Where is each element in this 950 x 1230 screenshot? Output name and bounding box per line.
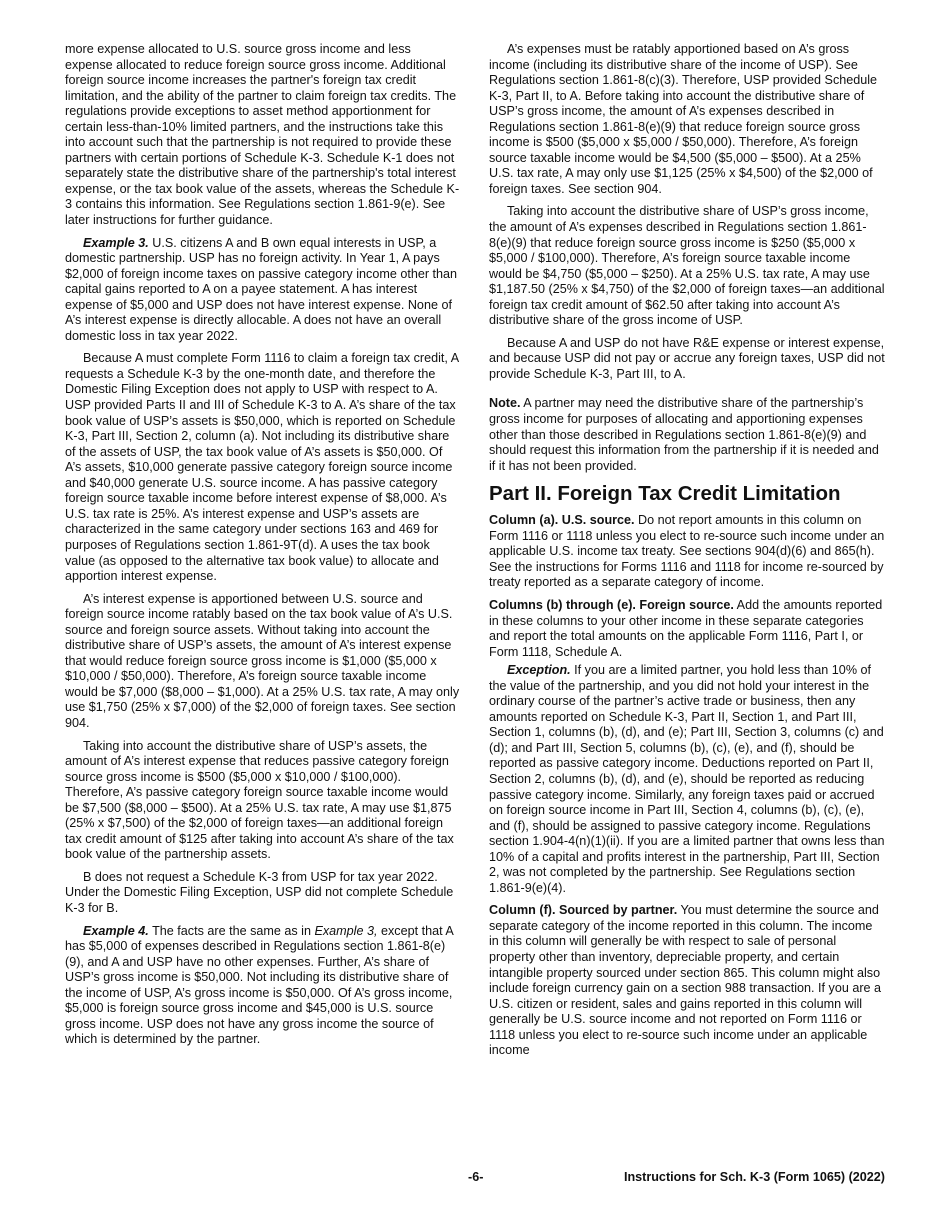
paragraph: Because A must complete Form 1116 to claim a foreign tax credit, A requests a Schedule K-3 by the one-month date, and therefore the Domestic Filing Exception does not apply to USP with respect to A. USP provided Parts II and III of Schedule K-3 to A. A’s share of the tax book value of USP’s assets is $50,000, which is reported on Schedule K-3, Part III, Section 2, column (a). Not including its distributive share of the assets of USP, the tax book value of A’s assets is $50,000. Of A’s assets, $10,000 generate passive category foreign source income and $40,000 generate U.S. source income. A has passive category foreign source taxable income before interest expense of $8,000. A’s U.S. tax rate is 25%. A’s interest expense and USP’s assets are characterized in the same category under sections 163 and 469 for purposes of Regulations section 1.861-9T(d). A uses the tax book value (as opposed to the alternative tax book value) to allocate and apportion interest expense. — [65, 351, 459, 584]
paragraph: B does not request a Schedule K-3 from USP for tax year 2022. Under the Domestic Filing Exception, USP did not complete Schedule K-3 for B. — [65, 869, 454, 915]
columns-b-e-paragraph — [489, 598, 885, 660]
example-4-paragraph — [65, 924, 461, 1048]
column-a-paragraph — [489, 513, 885, 591]
right-column — [489, 42, 885, 1066]
left-column — [65, 42, 461, 1055]
paragraph: Taking into account the distributive share of USP’s assets, the amount of A’s interest expense that reduces passive category foreign source gross income is $500 ($5,000 x $10,000 / $100,000). Therefore, A’s passive category foreign source taxable income would be $7,500 ($8,000 – $500). At a 25% U.S. tax rate, A may use $1,875 (25% x $7,500) of the $2,000 of foreign taxes—an additional foreign tax credit amount of $125 after taking into account A’s share of the tax book value of the partnership assets. — [65, 738, 454, 862]
columns-b-e-text: Add the amounts reported in these columns to your other income in these separate categories and report the total amounts on the applicable Form 1116, Part I, or Form 1118, Schedule A. — [489, 597, 883, 659]
example-3-label: Example 3. — [83, 235, 149, 250]
column-f-text: You must determine the source and separate category of the income reported in this column. The income in this column will generally be with respect to sale of personal property other than inventory, depreciable property, and certain intangible property sourced under section 865. This column might also include foreign currency gain on a section 988 transaction. If you are a U.S. citizen or resident, sales and gains reported in this column will generally be U.S. source income and not reported on Form 1116 or 1118 unless you elect to re-source such income under an applicable income — [489, 903, 882, 1058]
example-4-text-continued: except that A has $5,000 of expenses described in Regulations section 1.861-8(e)(9), and A and USP have no other expenses. Further, A’s share of USP’s gross income is $50,000. Not including its distributive share of the income of USP, A’s gross income is $50,000. Of A’s gross income, $5,000 is foreign source gross income and $45,000 is U.S. source gross income. USP does not have any gross income the source of which is determined by the partner. — [65, 923, 454, 1047]
example-4-text: The facts are the same as in — [148, 923, 315, 938]
section-heading: Part II. Foreign Tax Credit Limitation — [489, 482, 841, 506]
paragraph: A’s expenses must be ratably apportioned based on A’s gross income (including its distributive share of the income of USP). See Regulations section 1.861-8(c)(3). Therefore, USP provided Schedule K-3, Part II, to A. Before taking into account the distributive share of USP’s gross income, the amount of A’s expenses described in Regulations section 1.861-8(e)(9) that reduce foreign source gross income is $500 ($5,000 x $5,000 / $50,000). Therefore, A’s foreign source taxable income would be $4,500 ($5,000 – $500). At a 25% U.S. tax rate, A may only use $1,125 (25% x $4,500) of the $2,000 of foreign taxes. See section 904. — [489, 42, 878, 196]
column-a-label: Column (a). U.S. source. — [489, 513, 635, 528]
note-label: Note. — [489, 396, 521, 411]
paragraph: Because A and USP do not have R&E expense or interest expense, and because USP did not pay or accrue any foreign taxes, USP did not provide Schedule K-3, Part III, to A. — [489, 335, 885, 381]
page-footer — [65, 1170, 885, 1188]
paragraph: A’s interest expense is apportioned between U.S. source and foreign source income ratably based on the tax book value of A’s U.S. source and foreign source assets. Without taking into account the distributive share of USP’s assets, the amount of A’s interest expense that would reduce foreign source gross income is $1,000 ($5,000 x $10,000 / $50,000). Therefore, A’s foreign source taxable income would be $7,000 ($8,000 – $1,000). At a 25% U.S. tax rate, A may only use $1,750 (25% x $7,000) of the $2,000 of foreign taxes. See section 904. — [65, 591, 460, 730]
column-f-label: Column (f). Sourced by partner. — [489, 903, 678, 918]
exception-text: If you are a limited partner, you hold less than 10% of the value of the partnership, and you did not hold your interest in the ordinary course of the partner’s active trade or business, then any amounts reported on Schedule K-3, Part II, Section 1, and Part III, Section 1, columns (b), (d), and (e); Part III, Section 3, columns (c) and (d); and Part III, Section 5, columns (b), (c), (e), and (f), should be reported as passive category income. Deductions reported on Part II, Section 2, columns (b), (d), and (e), should be reported as reducing passive category income. Similarly, any foreign taxes paid or accrued on foreign source income in Part III, Section 4, columns (b), (c), (e), and (f), should be assigned to passive category income. Regulations section 1.904-4(n)(1)(ii). If you are a limited partner that owns less than 10% of a capital and profits interest in the partnership, Part III, Section 2, was not completed by the partnership. See Regulations section 1.861-9(e)(4). — [489, 663, 885, 895]
paragraph: Taking into account the distributive share of USP’s gross income, the amount of A’s expenses described in Regulations section 1.861-8(e)(9) that reduce foreign source gross income is $250 ($5,000 x $5,000 / $100,000). Therefore, A’s foreign source taxable income would be $4,750 ($5,000 – $250). At a 25% U.S. tax rate, A may use $1,187.50 (25% x $4,750) of the $2,000 of foreign taxes—an additional foreign tax credit amount of $62.50 after taking into account A’s distributive share of the gross income of USP. — [489, 204, 885, 328]
column-f-paragraph — [489, 903, 885, 1058]
note-paragraph — [489, 396, 885, 474]
exception-paragraph — [489, 663, 885, 896]
page-number: -6- — [468, 1170, 484, 1184]
example-3-paragraph — [65, 236, 461, 345]
document-title: Instructions for Sch. K-3 (Form 1065) (2022) — [623, 1170, 885, 1184]
example-4-reference: Example 3, — [314, 923, 378, 938]
columns-b-e-label: Columns (b) through (e). Foreign source. — [489, 597, 734, 612]
paragraph: more expense allocated to U.S. source gross income and less expense allocated to reduce foreign source gross income. Additional foreign source income increases the partner's foreign tax credit limitation, and the ability of the partner to claim foreign tax credits. The regulations provide exceptions to asset method apportionment for certain less-than-10% limited partners, and the instructions take this into account such that the partnership is not required to provide these partners with certain portions of Schedule K-3. Schedule K-1 does not separately state the distributive share of the partnership's total interest expense, or the tax book value of the assets, whereas the Schedule K-3 contains this information. See Regulations section 1.861-9(e). See later instructions for further guidance. — [65, 42, 460, 228]
column-a-text: Do not report amounts in this column on Form 1116 or 1118 unless you elect to re-source such income under an applicable U.S. income tax treaty. See sections 904(d)(6) and 865(h). See the instructions for Forms 1116 and 1118 for income re-sourced by treaty reported as a separate category of income. — [489, 513, 885, 590]
exception-label: Exception. — [507, 663, 571, 678]
note-text: A partner may need the distributive share of the partnership’s gross income for purposes of allocating and apportioning expenses other than those described in Regulations section 1.861-8(e)(9) and should request this information from the partnership if it is needed and if it has not been provided. — [489, 396, 879, 473]
example-4-label: Example 4. — [83, 923, 149, 938]
example-3-text: U.S. citizens A and B own equal interests in USP, a domestic partnership. USP has no foreign activity. In Year 1, A pays $2,000 of foreign income taxes on passive category income other than capital gains reported to A on a payee statement. A has interest expense of $5,000 and USP does not have interest expense. None of A’s interest expense is directly allocable. A does not have an overall domestic loss in tax year 2022. — [65, 235, 458, 343]
